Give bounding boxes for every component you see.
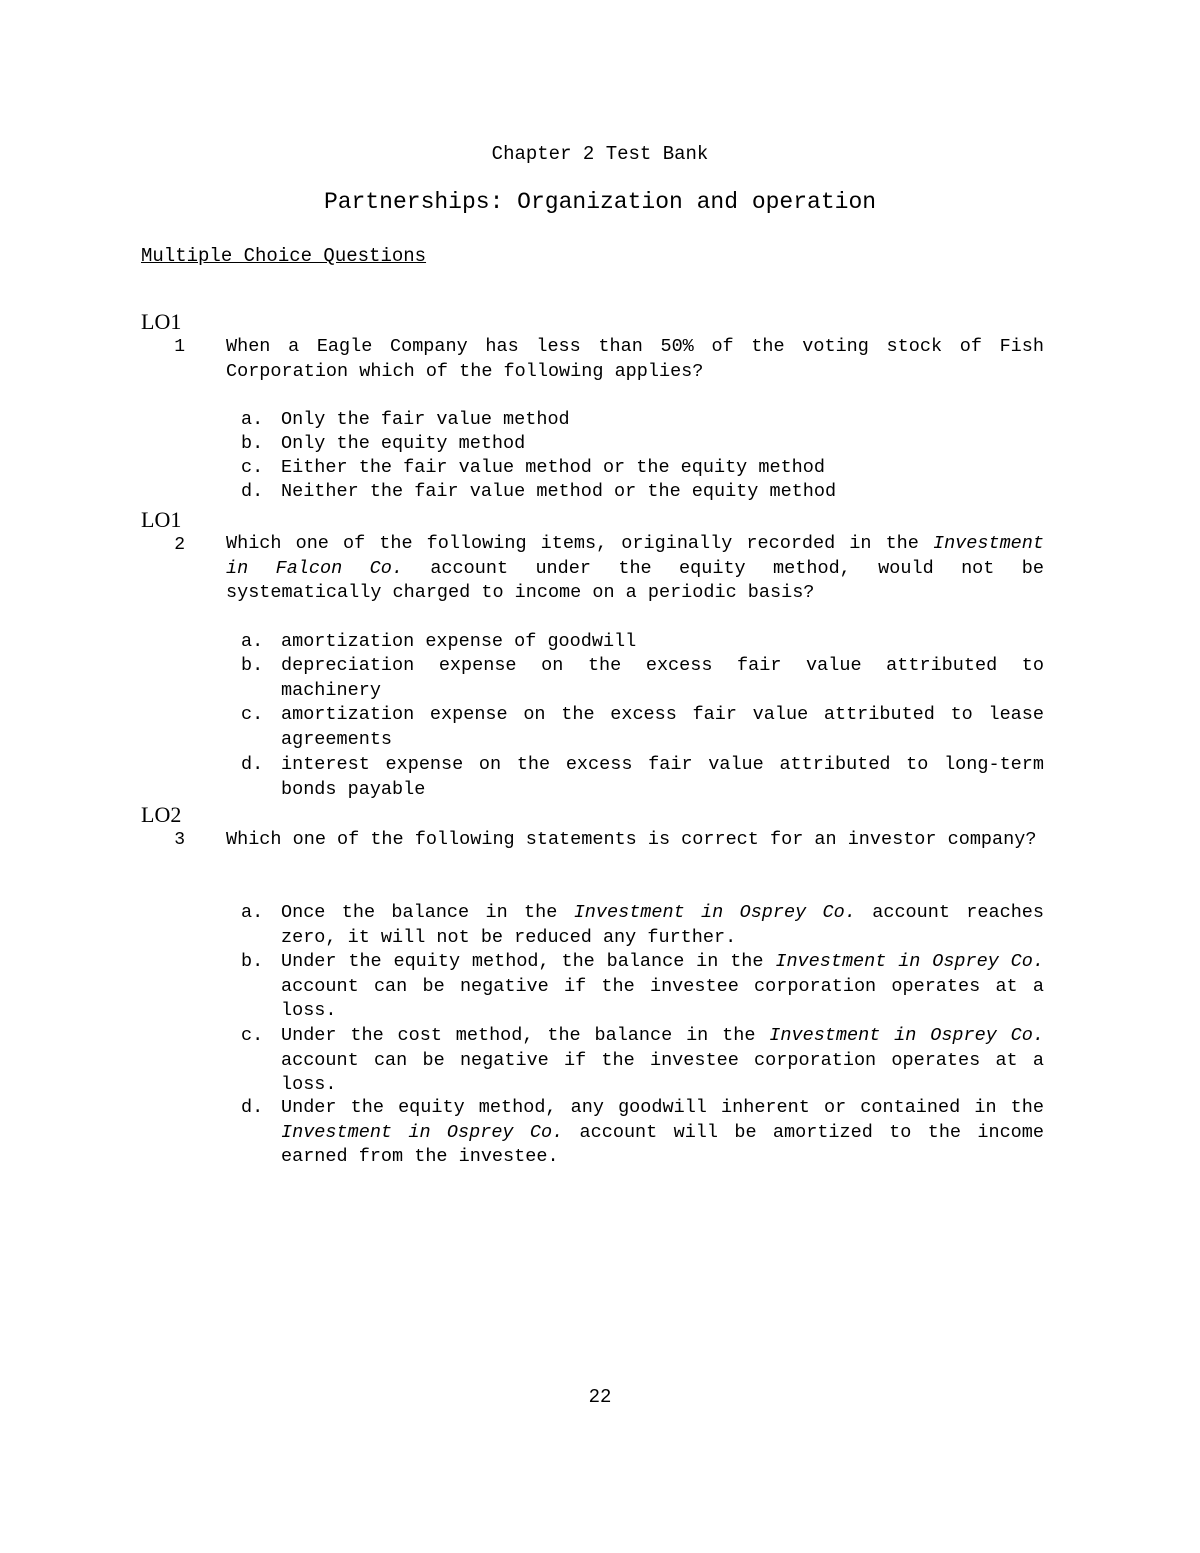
option-text: Only the fair value method bbox=[281, 409, 570, 430]
document-title: Partnerships: Organization and operation bbox=[323, 189, 877, 215]
option-text: Under the equity method, any goodwill inherent or contained in the Investment in Osprey Co. account will be amortized to the income earned from the investee. bbox=[281, 1097, 1044, 1167]
account-name-italic: Investment in Falcon Co. bbox=[226, 533, 1044, 579]
option-text: amortization expense of goodwill bbox=[281, 631, 637, 652]
option-letter: d. bbox=[241, 481, 264, 502]
account-name-italic: Investment in Osprey Co. bbox=[775, 951, 1044, 972]
option-text: Neither the fair value method or the equity method bbox=[281, 481, 837, 502]
option-letter: c. bbox=[241, 704, 264, 725]
option-text: amortization expense on the excess fair value attributed to lease agreements bbox=[281, 704, 1044, 750]
question-text: When a Eagle Company has less than 50% of the voting stock of Fish Corporation which of the following applies? bbox=[226, 336, 1044, 382]
option-letter: c. bbox=[241, 457, 264, 478]
section-heading: Multiple Choice Questions bbox=[141, 245, 427, 267]
option-letter: a. bbox=[241, 631, 264, 652]
account-name-italic: Investment in Osprey Co. bbox=[573, 902, 856, 923]
page-number: 22 bbox=[588, 1386, 612, 1408]
option-letter: d. bbox=[241, 754, 264, 775]
option-letter: b. bbox=[241, 951, 264, 972]
learning-objective-label: LO2 bbox=[141, 802, 182, 827]
option-text: Once the balance in the Investment in Osprey Co. account reaches zero, it will not be reduced any further. bbox=[281, 902, 1045, 948]
option-letter: a. bbox=[241, 902, 264, 923]
option-letter: d. bbox=[241, 1097, 264, 1118]
option-text: Only the equity method bbox=[281, 433, 526, 454]
option-letter: b. bbox=[241, 655, 264, 676]
question-number: 1 bbox=[174, 337, 185, 357]
account-name-italic: Investment in Osprey Co. bbox=[769, 1025, 1044, 1046]
option-letter: a. bbox=[241, 409, 264, 430]
option-letter: b. bbox=[241, 433, 264, 454]
question-number: 3 bbox=[174, 830, 185, 850]
option-text: interest expense on the excess fair value attributed to long-term bonds payable bbox=[281, 754, 1044, 800]
option-letter: c. bbox=[241, 1025, 264, 1046]
chapter-title: Chapter 2 Test Bank bbox=[491, 143, 709, 165]
option-text: Under the cost method, the balance in the Investment in Osprey Co. account can be negative if the investee corporation operates at a loss. bbox=[281, 1025, 1044, 1095]
option-text: Either the fair value method or the equity method bbox=[281, 457, 825, 478]
account-name-italic: Investment in Osprey Co. bbox=[281, 1121, 564, 1143]
learning-objective-label: LO1 bbox=[141, 507, 182, 532]
option-text: depreciation expense on the excess fair value attributed to machinery bbox=[281, 655, 1044, 701]
learning-objective-label: LO1 bbox=[141, 309, 182, 334]
option-text: Under the equity method, the balance in the Investment in Osprey Co. account can be negative if the investee corporation operates at a loss. bbox=[281, 951, 1044, 1021]
question-text: Which one of the following statements is correct for an investor company? bbox=[226, 829, 1037, 850]
question-number: 2 bbox=[174, 535, 185, 555]
question-text: Which one of the following items, originally recorded in the Investment in Falcon Co. account under the equity method, would not be systematically charged to income on a periodic basis? bbox=[226, 533, 1044, 603]
